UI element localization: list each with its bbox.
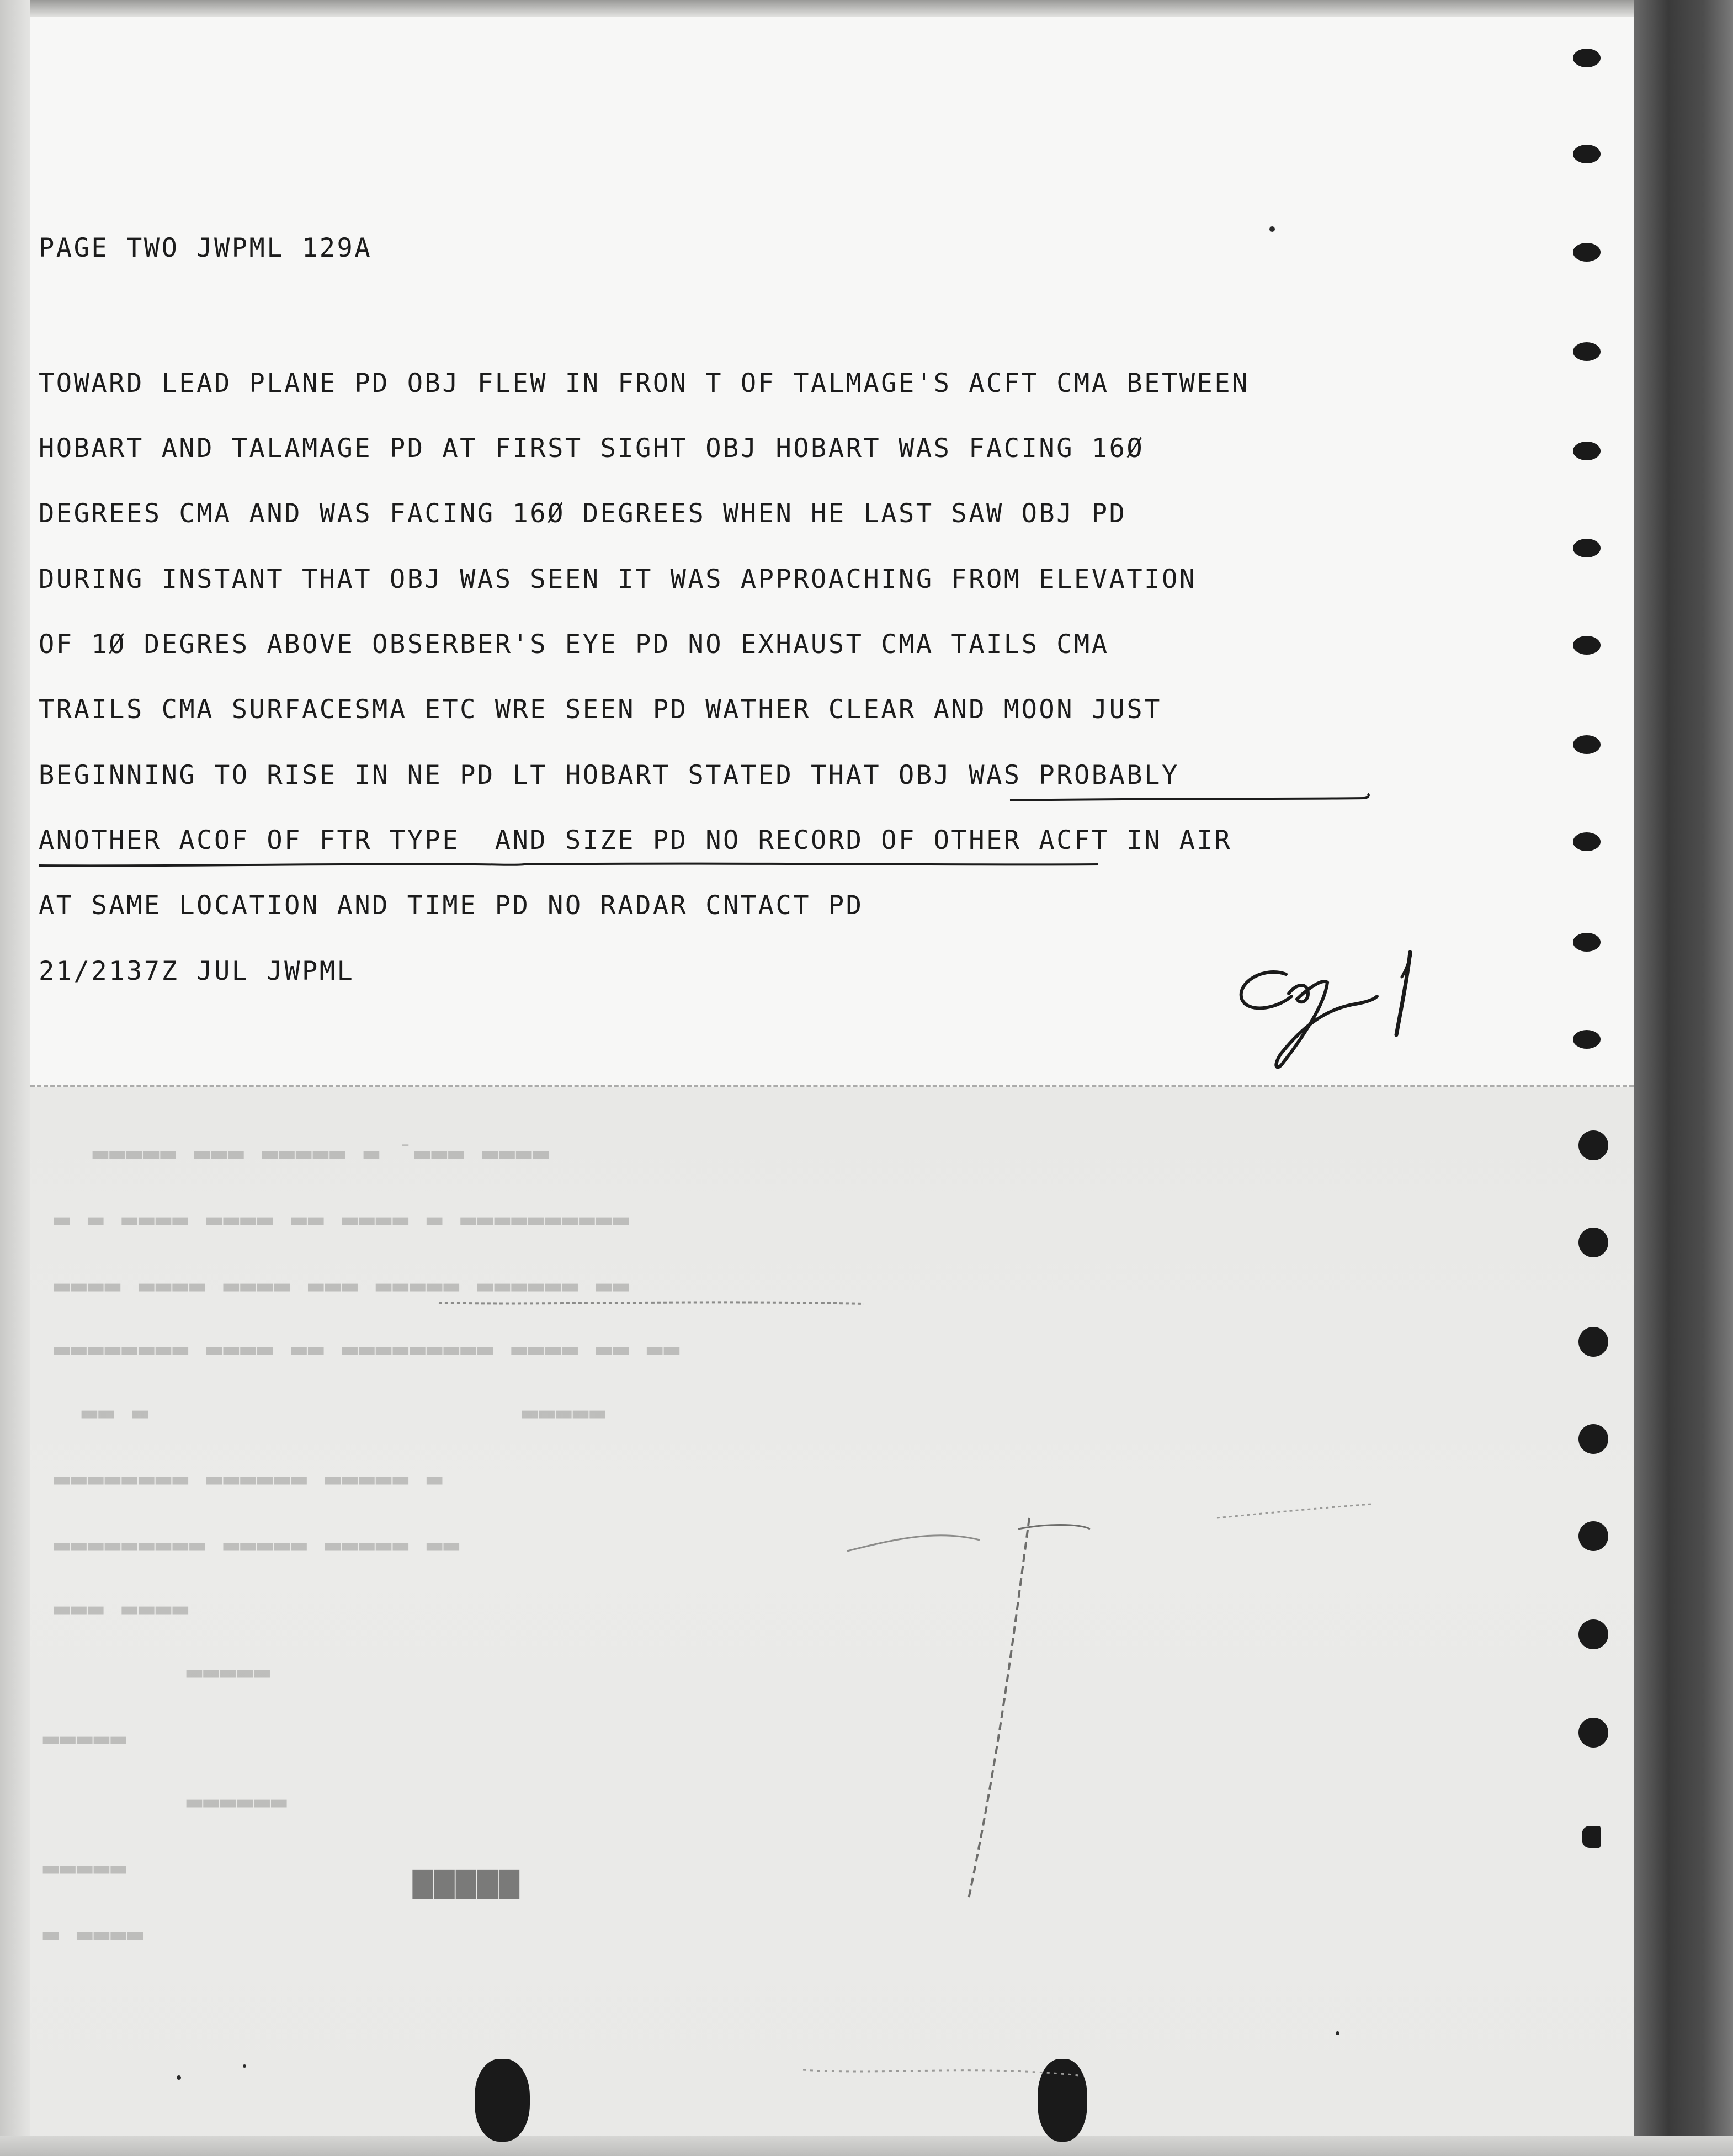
sprocket-hole (1573, 539, 1601, 557)
scan-speck (177, 2075, 181, 2080)
sprocket-hole (1573, 49, 1601, 67)
scan-speck (1269, 226, 1275, 232)
scan-speck (1336, 2031, 1339, 2035)
handwritten-signature (1225, 944, 1435, 1076)
scan-left-edge (0, 0, 30, 2156)
bleed-through-text: ▂▂▂▂▂▂ (185, 1777, 287, 1807)
bleed-through-area (30, 1087, 1634, 2136)
message-line: HOBART AND TALAMAGE PD AT FIRST SIGHT OBJ HOBART WAS FACING 16Ø (39, 433, 1145, 464)
message-line: AT SAME LOCATION AND TIME PD NO RADAR CNTACT PD (39, 890, 864, 921)
message-line: DURING INSTANT THAT OBJ WAS SEEN IT WAS APPROACHING FROM ELEVATION (39, 564, 1197, 594)
scan-bottom-edge (0, 2136, 1733, 2156)
sprocket-hole (1573, 636, 1601, 655)
message-line: ANOTHER ACOF OF FTR TYPE AND SIZE PD NO RECORD OF OTHER ACFT IN AIR (39, 825, 1232, 856)
sprocket-hole (1573, 145, 1601, 163)
message-line: TOWARD LEAD PLANE PD OBJ FLEW IN FRON T OF TALMAGE'S ACFT CMA BETWEEN (39, 368, 1250, 399)
teletype-message-sheet (30, 17, 1634, 1093)
bleed-through-text: ▂▂ ▂▂▂▂▂▂ ▂▂▂▂▂ ▂▂▂ ▂▂▂▂ ▂▂▂▂ ▂▂▂▂ (52, 1261, 629, 1291)
scan-right-shadow (1634, 0, 1733, 2156)
sprocket-hole (1573, 243, 1601, 262)
bleed-through-text: ▂▂ ▂▂ ▂▂▂▂ ▂▂▂▂▂▂▂▂▂ ▂▂ ▂▂▂▂ ▂▂▂▂▂▂▂▂ (52, 1325, 679, 1355)
bleed-through-text: ▂▂▂▂ ▂ (41, 1910, 143, 1940)
bleed-through-text: ▂▂▂▂ ▂▂▂- ▂ ▂▂▂▂▂ ▂▂▂ ▂▂▂▂▂ (91, 1129, 549, 1159)
bleed-through-text: ▂▂▂▂▂ (41, 1844, 126, 1873)
bleed-through-text: ▂▂▂▂ ▂▂▂ (52, 1584, 188, 1614)
sprocket-hole (1573, 1030, 1601, 1049)
bleed-through-text: ▂▂▂▂▂ ▂ ▂▂ (80, 1388, 605, 1418)
bleed-through-text: ▆▆▆▆▆ (411, 1860, 519, 1899)
scan-top-edge (0, 0, 1733, 17)
message-line: OF 1Ø DEGRES ABOVE OBSERBER'S EYE PD NO EXHAUST CMA TAILS CMA (39, 629, 1109, 660)
message-line: DEGREES CMA AND WAS FACING 16Ø DEGREES WHEN HE LAST SAW OBJ PD (39, 498, 1127, 529)
bleed-through-text: ▂ ▂▂▂▂▂ ▂▂▂▂▂▂ ▂▂▂▂▂▂▂▂ (52, 1454, 442, 1484)
message-line: BEGINNING TO RISE IN NE PD LT HOBART STATED THAT OBJ WAS PROBABLY (39, 760, 1179, 790)
page-header: PAGE TWO JWPML 129A (39, 233, 373, 263)
sprocket-hole (1573, 442, 1601, 460)
bleed-through-scribbles (30, 1087, 1634, 2136)
scan-speck (243, 2064, 246, 2068)
bleed-through-text: ▂▂▂▂▂ (185, 1648, 270, 1677)
bleed-through-text: ▂▂ ▂▂▂▂▂ ▂▂▂▂▂ ▂▂▂▂▂▂▂▂▂ (52, 1521, 459, 1550)
sprocket-hole (1573, 933, 1601, 952)
sprocket-hole (1573, 832, 1601, 851)
message-footer: 21/2137Z JUL JWPML (39, 956, 355, 986)
message-line: TRAILS CMA SURFACESMA ETC WRE SEEN PD WATHER CLEAR AND MOON JUST (39, 694, 1162, 725)
bleed-through-text: ▂▂▂▂▂ (41, 1714, 126, 1744)
sprocket-hole (1573, 735, 1601, 754)
sprocket-hole (1573, 342, 1601, 361)
bleed-through-text: ▂▂▂▂▂▂▂▂▂▂ ▂ ▂▂▂▂ ▂▂ ▂▂▂▂ ▂▂▂▂ ▂ ▂ (52, 1195, 629, 1225)
